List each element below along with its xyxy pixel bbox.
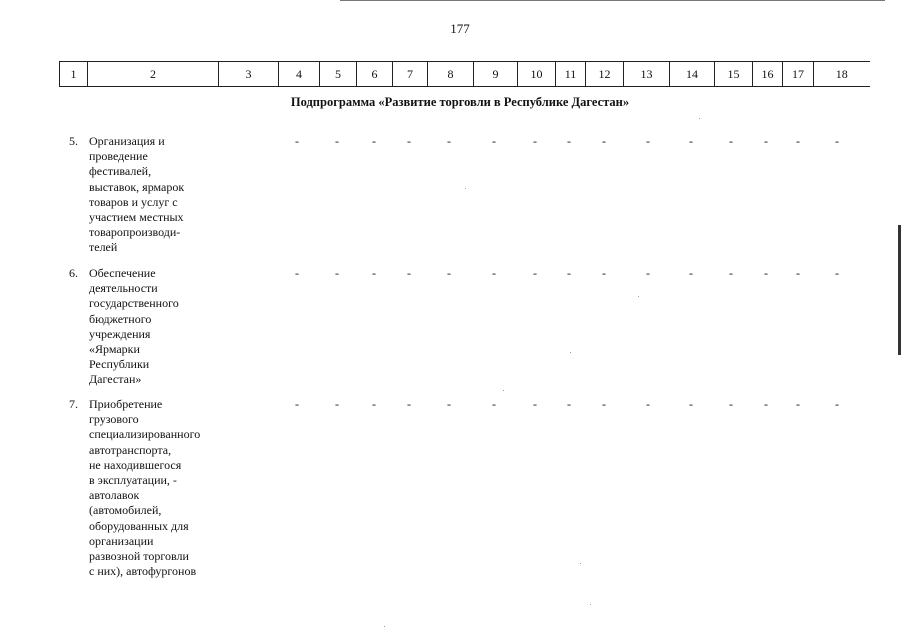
column-header: 16 bbox=[753, 62, 783, 87]
row-value: - bbox=[295, 266, 299, 280]
column-header: 4 bbox=[279, 62, 320, 87]
row-value: - bbox=[646, 134, 650, 148]
row-value: - bbox=[372, 134, 376, 148]
row-value: - bbox=[372, 266, 376, 280]
row-value: - bbox=[646, 397, 650, 411]
column-header: 7 bbox=[393, 62, 428, 87]
row-value: - bbox=[567, 397, 571, 411]
page-number: 177 bbox=[450, 21, 470, 36]
row-value: - bbox=[533, 266, 537, 280]
row-number: 7. bbox=[69, 397, 78, 411]
row-value: - bbox=[835, 397, 839, 411]
row-value: - bbox=[835, 266, 839, 280]
row-value: - bbox=[602, 134, 606, 148]
row-value: - bbox=[764, 266, 768, 280]
row-activity-name: Организация и проведение фестивалей, выставок, ярмарок товаров и услуг с участием местных товаропроизводи- телей bbox=[89, 134, 185, 255]
row-value: - bbox=[729, 266, 733, 280]
column-header: 15 bbox=[715, 62, 753, 87]
scan-speck bbox=[580, 563, 581, 564]
column-header: 14 bbox=[670, 62, 715, 87]
row-value: - bbox=[796, 134, 800, 148]
column-header: 11 bbox=[556, 62, 586, 87]
row-value: - bbox=[447, 266, 451, 280]
scan-edge-bar bbox=[898, 225, 901, 355]
row-value: - bbox=[567, 134, 571, 148]
scan-speck bbox=[465, 188, 466, 189]
row-value: - bbox=[335, 134, 339, 148]
row-value: - bbox=[729, 397, 733, 411]
column-header: 13 bbox=[624, 62, 670, 87]
row-value: - bbox=[533, 134, 537, 148]
row-number: 6. bbox=[69, 266, 78, 280]
row-value: - bbox=[407, 134, 411, 148]
column-header: 8 bbox=[428, 62, 474, 87]
column-header: 3 bbox=[219, 62, 279, 87]
column-header-table bbox=[59, 61, 870, 87]
column-header: 2 bbox=[88, 62, 219, 87]
row-value: - bbox=[407, 266, 411, 280]
row-value: - bbox=[372, 397, 376, 411]
row-value: - bbox=[295, 397, 299, 411]
row-value: - bbox=[796, 397, 800, 411]
column-header: 17 bbox=[783, 62, 814, 87]
column-header: 12 bbox=[586, 62, 624, 87]
column-header: 9 bbox=[474, 62, 518, 87]
row-value: - bbox=[764, 397, 768, 411]
subprogram-title: Подпрограмма «Развитие торговли в Республике Дагестан» bbox=[290, 95, 630, 109]
row-value: - bbox=[689, 266, 693, 280]
row-activity-name: Обеспечение деятельности государственного бюджетного учреждения «Ярмарки Республики Дагестан» bbox=[89, 266, 179, 387]
scan-speck bbox=[503, 390, 504, 391]
row-value: - bbox=[295, 134, 299, 148]
row-value: - bbox=[533, 397, 537, 411]
row-value: - bbox=[447, 134, 451, 148]
column-header: 18 bbox=[814, 62, 870, 87]
column-header: 5 bbox=[320, 62, 357, 87]
column-header: 10 bbox=[518, 62, 556, 87]
row-value: - bbox=[335, 266, 339, 280]
row-number: 5. bbox=[69, 134, 78, 148]
row-value: - bbox=[492, 397, 496, 411]
row-value: - bbox=[764, 134, 768, 148]
scan-speck bbox=[384, 626, 385, 627]
scan-speck bbox=[699, 118, 700, 119]
row-value: - bbox=[602, 266, 606, 280]
column-header: 6 bbox=[357, 62, 393, 87]
row-value: - bbox=[729, 134, 733, 148]
row-value: - bbox=[492, 134, 496, 148]
column-header: 1 bbox=[60, 62, 88, 87]
header-row bbox=[60, 62, 870, 87]
row-value: - bbox=[796, 266, 800, 280]
row-value: - bbox=[689, 397, 693, 411]
scan-edge-line bbox=[340, 0, 885, 1]
row-value: - bbox=[492, 266, 496, 280]
scan-speck bbox=[590, 604, 591, 605]
scan-speck bbox=[638, 296, 639, 297]
scan-speck bbox=[570, 352, 571, 353]
row-value: - bbox=[447, 397, 451, 411]
row-value: - bbox=[407, 397, 411, 411]
row-activity-name: Приобретение грузового специализированного автотранспорта, не находившегося в эксплуатации, - автолавок (автомобилей, оборудованных для организации развозной торговли с них), автофургонов bbox=[89, 397, 201, 579]
row-value: - bbox=[689, 134, 693, 148]
row-value: - bbox=[835, 134, 839, 148]
row-value: - bbox=[602, 397, 606, 411]
row-value: - bbox=[335, 397, 339, 411]
row-value: - bbox=[567, 266, 571, 280]
row-value: - bbox=[646, 266, 650, 280]
